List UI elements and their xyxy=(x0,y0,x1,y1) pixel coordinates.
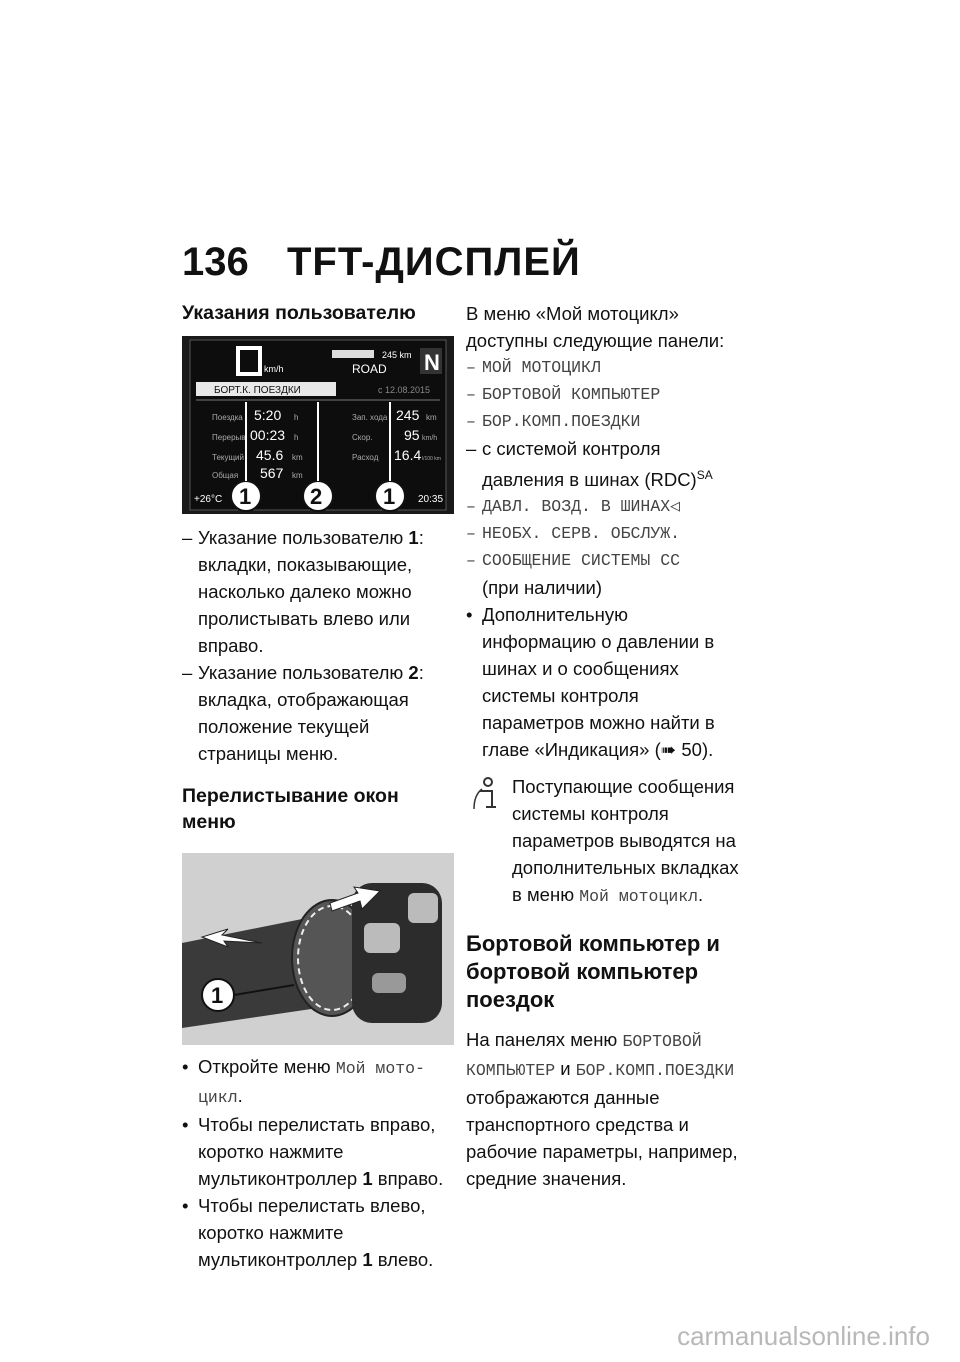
svg-text:1: 1 xyxy=(383,484,396,509)
svg-text:ROAD: ROAD xyxy=(352,362,387,376)
user-hint-1: – Указание пользователю 1: вкладки, показывающие, насколько далеко можно пролистывать влево или вправо. xyxy=(182,524,454,659)
panel-item: – НЕОБХ. СЕРВ. ОБСЛУЖ. xyxy=(466,520,742,547)
svg-text:km: km xyxy=(426,413,437,422)
svg-text:km/h: km/h xyxy=(264,364,284,374)
svg-text:95: 95 xyxy=(404,427,420,443)
heading-scroll-windows: Перелистывание окон меню xyxy=(182,785,399,833)
svg-text:245 km: 245 km xyxy=(382,350,412,360)
tft-display-illustration xyxy=(182,336,454,514)
note-text: Поступающие сообщения системы контроля параметров выводятся на дополнительных вкладках в меню Мой мотоцикл. xyxy=(512,776,739,907)
svg-text:km: km xyxy=(292,471,303,480)
tft-display-figure xyxy=(182,336,454,514)
svg-text:h: h xyxy=(294,413,299,422)
svg-text:N: N xyxy=(424,350,440,375)
svg-text:km: km xyxy=(292,453,303,462)
svg-text:БОРТ.К. ПОЕЗДКИ: БОРТ.К. ПОЕЗДКИ xyxy=(214,385,301,396)
info-bullet: • Дополнительную информацию о давлении в шинах и о сообщениях системы контроля параметров можно найти в главе «Индикация» (➠ 50). xyxy=(466,601,742,763)
step-scroll-right: • Чтобы перелистать вправо, коротко нажмите мультиконтроллер 1 вправо. xyxy=(182,1111,454,1192)
page-reference: (➠ 50). xyxy=(654,739,714,761)
left-column xyxy=(182,300,454,1273)
panel-item: – БОРТОВОЙ КОМПЬЮТЕР xyxy=(466,381,742,408)
svg-text:567: 567 xyxy=(260,465,284,481)
svg-text:16.4: 16.4 xyxy=(394,447,422,463)
svg-text:1: 1 xyxy=(239,484,252,509)
panel-item: – БОР.КОМП.ПОЕЗДКИ xyxy=(466,408,742,435)
handlebar-controller-figure xyxy=(182,853,454,1045)
svg-text:km/h: km/h xyxy=(422,435,438,442)
svg-text:1: 1 xyxy=(211,983,224,1008)
svg-text:Скор.: Скор. xyxy=(352,433,373,442)
svg-text:с 12.08.2015: с 12.08.2015 xyxy=(378,385,431,395)
page-number: 136 xyxy=(182,240,249,284)
menu-intro: В меню «Мой мотоцикл» доступны следующие панели: xyxy=(466,303,725,351)
panel-availability-note: (при наличии) xyxy=(482,577,603,599)
svg-text:Общая: Общая xyxy=(212,471,239,480)
svg-text:45.6: 45.6 xyxy=(256,447,284,463)
handlebar-controller-illustration xyxy=(182,853,454,1045)
page-title: TFT-ДИСПЛЕЙ xyxy=(287,240,581,284)
panel-item: – СООБЩЕНИЕ СИСТЕМЫ СС xyxy=(466,547,742,574)
svg-text:00:23: 00:23 xyxy=(250,427,286,443)
panel-rdc: – с системой контроля давления в шинах (RDC)$^{SA}$ xyxy=(466,435,742,493)
info-icon xyxy=(472,775,502,811)
trip-computer-paragraph: На панелях меню БОРТОВОЙ КОМПЬЮТЕР и БОР.КОМП.ПОЕЗДКИ отображаются данные транспортного средства и рабочие параметры, например, средние значения. xyxy=(466,1029,738,1190)
panel-item: – ДАВЛ. ВОЗД. В ШИНАХ◁ xyxy=(466,493,742,520)
svg-text:Расход: Расход xyxy=(352,453,379,462)
svg-text:+26°C: +26°C xyxy=(194,494,223,505)
heading-trip-computer: Бортовой компьютер и бортовой компьютер поездок xyxy=(466,931,720,1013)
svg-text:245: 245 xyxy=(396,407,420,423)
svg-text:2: 2 xyxy=(310,484,323,509)
svg-text:Текущий: Текущий xyxy=(212,453,244,462)
heading-user-hints: Указания пользователю xyxy=(182,302,416,324)
svg-text:5:20: 5:20 xyxy=(254,407,282,423)
step-scroll-left: • Чтобы перелистать влево, коротко нажмите мультиконтроллер 1 влево. xyxy=(182,1192,454,1273)
info-note xyxy=(466,773,742,910)
watermark: carmanualsonline.info xyxy=(677,1321,930,1351)
step-open-menu: • Откройте меню Мой мотоцикл. xyxy=(182,1053,454,1111)
user-hint-2: – Указание пользователю 2: вкладка, отображающая положение текущей страницы меню. xyxy=(182,659,454,767)
panel-item: – МОЙ МОТОЦИКЛ xyxy=(466,354,742,381)
svg-text:Поездка: Поездка xyxy=(212,413,243,422)
svg-text:h: h xyxy=(294,433,299,442)
svg-text:20:35: 20:35 xyxy=(418,494,444,505)
svg-text:Зап. хода: Зап. хода xyxy=(352,413,388,422)
right-column xyxy=(466,300,742,1192)
svg-text:Перерыв: Перерыв xyxy=(212,433,246,442)
svg-text:l/100 km: l/100 km xyxy=(422,456,441,462)
